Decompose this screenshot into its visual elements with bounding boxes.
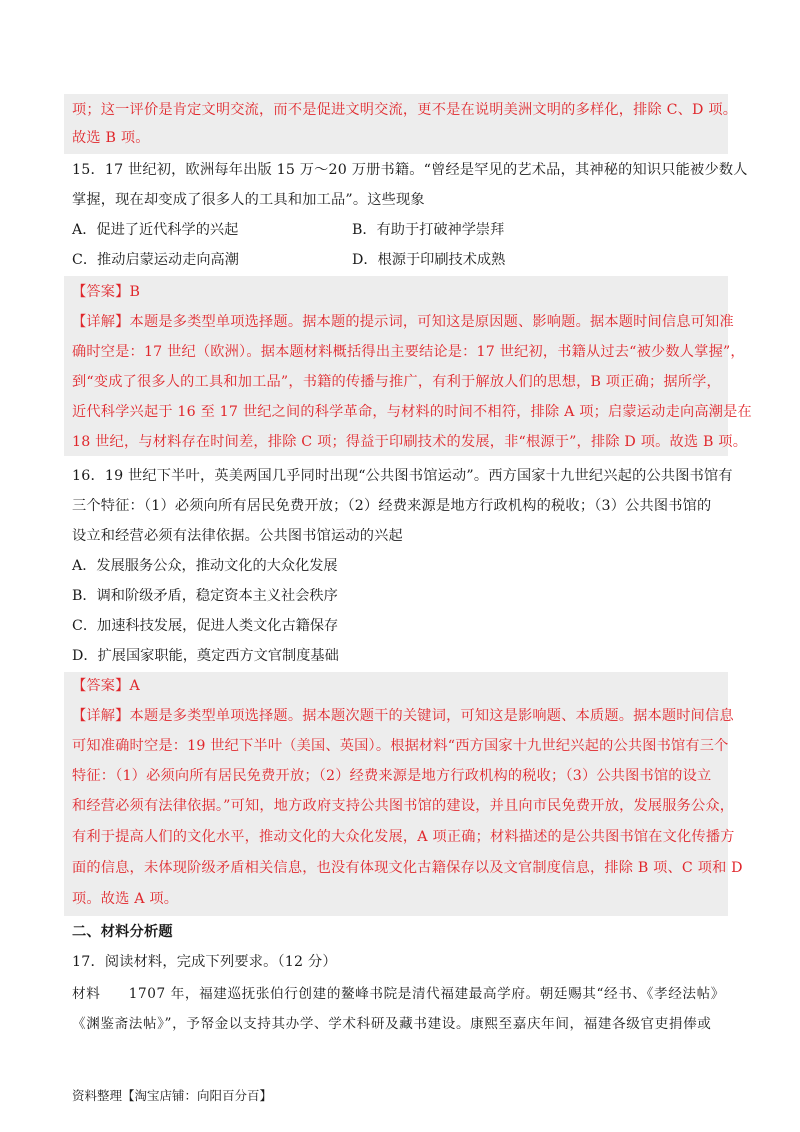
q15-option-a: A．促进了近代科学的兴起 [72,222,239,238]
section-heading: 二、材料分析题 [72,924,173,940]
page-footer: 资料整理【淘宝店铺：向阳百分百】 [72,1088,273,1103]
q16-stem-line-1: 16．19 世纪下半叶，英美两国几乎同时出现“公共图书馆运动”。西方国家十九世纪兴起的公共图书馆有 [72,468,733,484]
q17-material-line-2: 《渊鉴斋法帖》”，予帑金以支持其办学、学术科研及藏书建设。康熙至嘉庆年间，福建各级官吏捐俸或 [72,1016,712,1032]
q17-material-line-1: 材料 1707 年，福建巡抚张伯行创建的鳌峰书院是清代福建最高学府。朝廷赐其“经书、《孝经法帖》 [72,986,725,1002]
prev-explanation-line-1: 项；这一评价是肯定文明交流，而不是促进文明交流，更不是在说明美洲文明的多样化，排除 C、D 项。 [72,102,738,118]
q16-detail-line-4: 和经营必须有法律依据。”可知，地方政府支持公共图书馆的建设，并且向市民免费开放，发展服务公众， [72,798,735,814]
q15-stem-line-1: 15．17 世纪初，欧洲每年出版 15 万～20 万册书籍。“曾经是罕见的艺术品，其神秘的知识只能被少数人 [72,162,748,178]
q15-answer: 【答案】B [72,284,141,300]
q15-option-c: C．推动启蒙运动走向高潮 [72,252,239,268]
q15-detail-line-4: 近代科学兴起于 16 至 17 世纪之间的科学革命，与材料的时间不相符，排除 A 项；启蒙运动走向高潮是在 [72,404,752,420]
q16-stem-line-3: 设立和经营必须有法律依据。公共图书馆运动的兴起 [72,528,403,544]
q15-detail-line-1: 【详解】本题是多类型单项选择题。据本题的提示词，可知这是原因题、影响题。据本题时间信息可知准 [72,314,734,330]
q16-option-b: B．调和阶级矛盾，稳定资本主义社会秩序 [72,588,338,604]
q15-answer-box [64,276,728,456]
q16-option-c: C．加速科技发展，促进人类文化古籍保存 [72,618,339,634]
q15-detail-line-3: 到“变成了很多人的工具和加工品”，书籍的传播与推广，有利于解放人们的思想，B 项正确；据所学， [72,374,721,390]
q15-stem-line-2: 掌握，现在却变成了很多人的工具和加工品”。这些现象 [72,192,425,208]
q15-option-d: D．根源于印刷技术成熟 [352,252,506,268]
q15-detail-line-5: 18 世纪，与材料存在时间差，排除 C 项；得益于印刷技术的发展，非“根源于”，排除 D 项。故选 B 项。 [72,434,748,450]
q16-detail-line-5: 有利于提高人们的文化水平，推动文化的大众化发展，A 项正确；材料描述的是公共图书馆在文化传播方 [72,829,735,845]
q16-detail-line-2: 可知准确时空是：19 世纪下半叶（美国、英国）。根据材料“西方国家十九世纪兴起的公共图书馆有三个 [72,738,729,754]
q15-option-b: B．有助于打破神学崇拜 [352,222,505,238]
q15-detail-line-2: 确时空是：17 世纪（欧洲）。据本题材料概括得出主要结论是：17 世纪初，书籍从过去“被少数人掌握”， [72,344,745,360]
q16-stem-line-2: 三个特征：（1）必须向所有居民免费开放；（2）经费来源是地方行政机构的税收；（3）公共图书馆的 [72,498,712,514]
q16-detail-line-3: 特征：（1）必须向所有居民免费开放；（2）经费来源是地方行政机构的税收；（3）公共图书馆的设立 [72,768,712,784]
q16-option-d: D．扩展国家职能，奠定西方文官制度基础 [72,648,339,664]
prev-explanation-line-2: 故选 B 项。 [72,130,150,146]
q16-detail-line-1: 【详解】本题是多类型单项选择题。据本题次题干的关键词，可知这是影响题、本质题。据本题时间信息 [72,708,734,724]
q16-detail-line-7: 项。故选 A 项。 [72,891,179,907]
q17-stem: 17．阅读材料，完成下列要求。（12 分） [72,954,337,970]
q16-detail-line-6: 面的信息，未体现阶级矛盾相关信息，也没有体现文化古籍保存以及文官制度信息，排除 B 项、C 项和 D [72,860,743,876]
q16-answer: 【答案】A [72,678,140,694]
q16-option-a: A．发展服务公众，推动文化的大众化发展 [72,558,338,574]
